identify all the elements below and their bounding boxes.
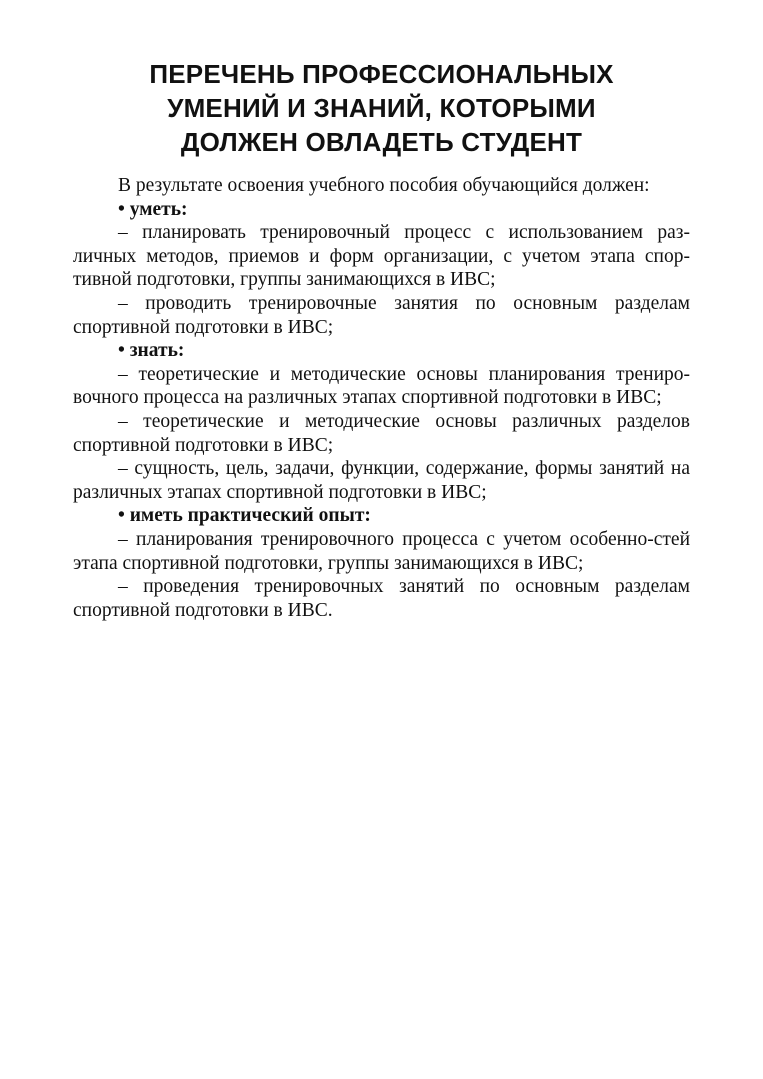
intro-paragraph: В результате освоения учебного пособия обучающийся должен: bbox=[118, 175, 650, 196]
list-item: – проведения тренировочных занятий по основным разделам спортивной подготовки в ИВС. bbox=[73, 576, 690, 621]
section-heading-experience: • иметь практический опыт: bbox=[118, 505, 371, 527]
list-item: – планировать тренировочный процесс с использованием раз-личных методов, приемов и форм организации, с учетом этапа спор-тивной подготовки, группы занимающихся в ИВС; bbox=[73, 222, 690, 291]
section-heading-knowledge: • знать: bbox=[118, 340, 185, 362]
list-item: – сущность, цель, задачи, функции, содержание, формы занятий на различных этапах спортивной подготовки в ИВС; bbox=[73, 458, 690, 503]
page-title bbox=[100, 57, 663, 159]
list-item: – проводить тренировочные занятия по основным разделам спортивной подготовки в ИВС; bbox=[73, 292, 690, 338]
list-item: – теоретические и методические основы планирования трениро-вочного процесса на различных этапах спортивной подготовки в ИВС; bbox=[73, 363, 690, 409]
document-body bbox=[73, 174, 690, 622]
title-line-2: УМЕНИЙ И ЗНАНИЙ, КОТОРЫМИ bbox=[167, 93, 596, 123]
list-item: – планирования тренировочного процесса с учетом особенно-стей этапа спортивной подготовки, группы занимающихся в ИВС; bbox=[73, 528, 690, 574]
section-heading-skills: • уметь: bbox=[118, 198, 188, 220]
title-line-3: ДОЛЖЕН ОВЛАДЕТЬ СТУДЕНТ bbox=[180, 127, 583, 157]
list-item: – теоретические и методические основы различных разделов спортивной подготовки в ИВС; bbox=[73, 410, 690, 456]
title-line-1: ПЕРЕЧЕНЬ ПРОФЕССИОНАЛЬНЫХ bbox=[149, 59, 614, 89]
